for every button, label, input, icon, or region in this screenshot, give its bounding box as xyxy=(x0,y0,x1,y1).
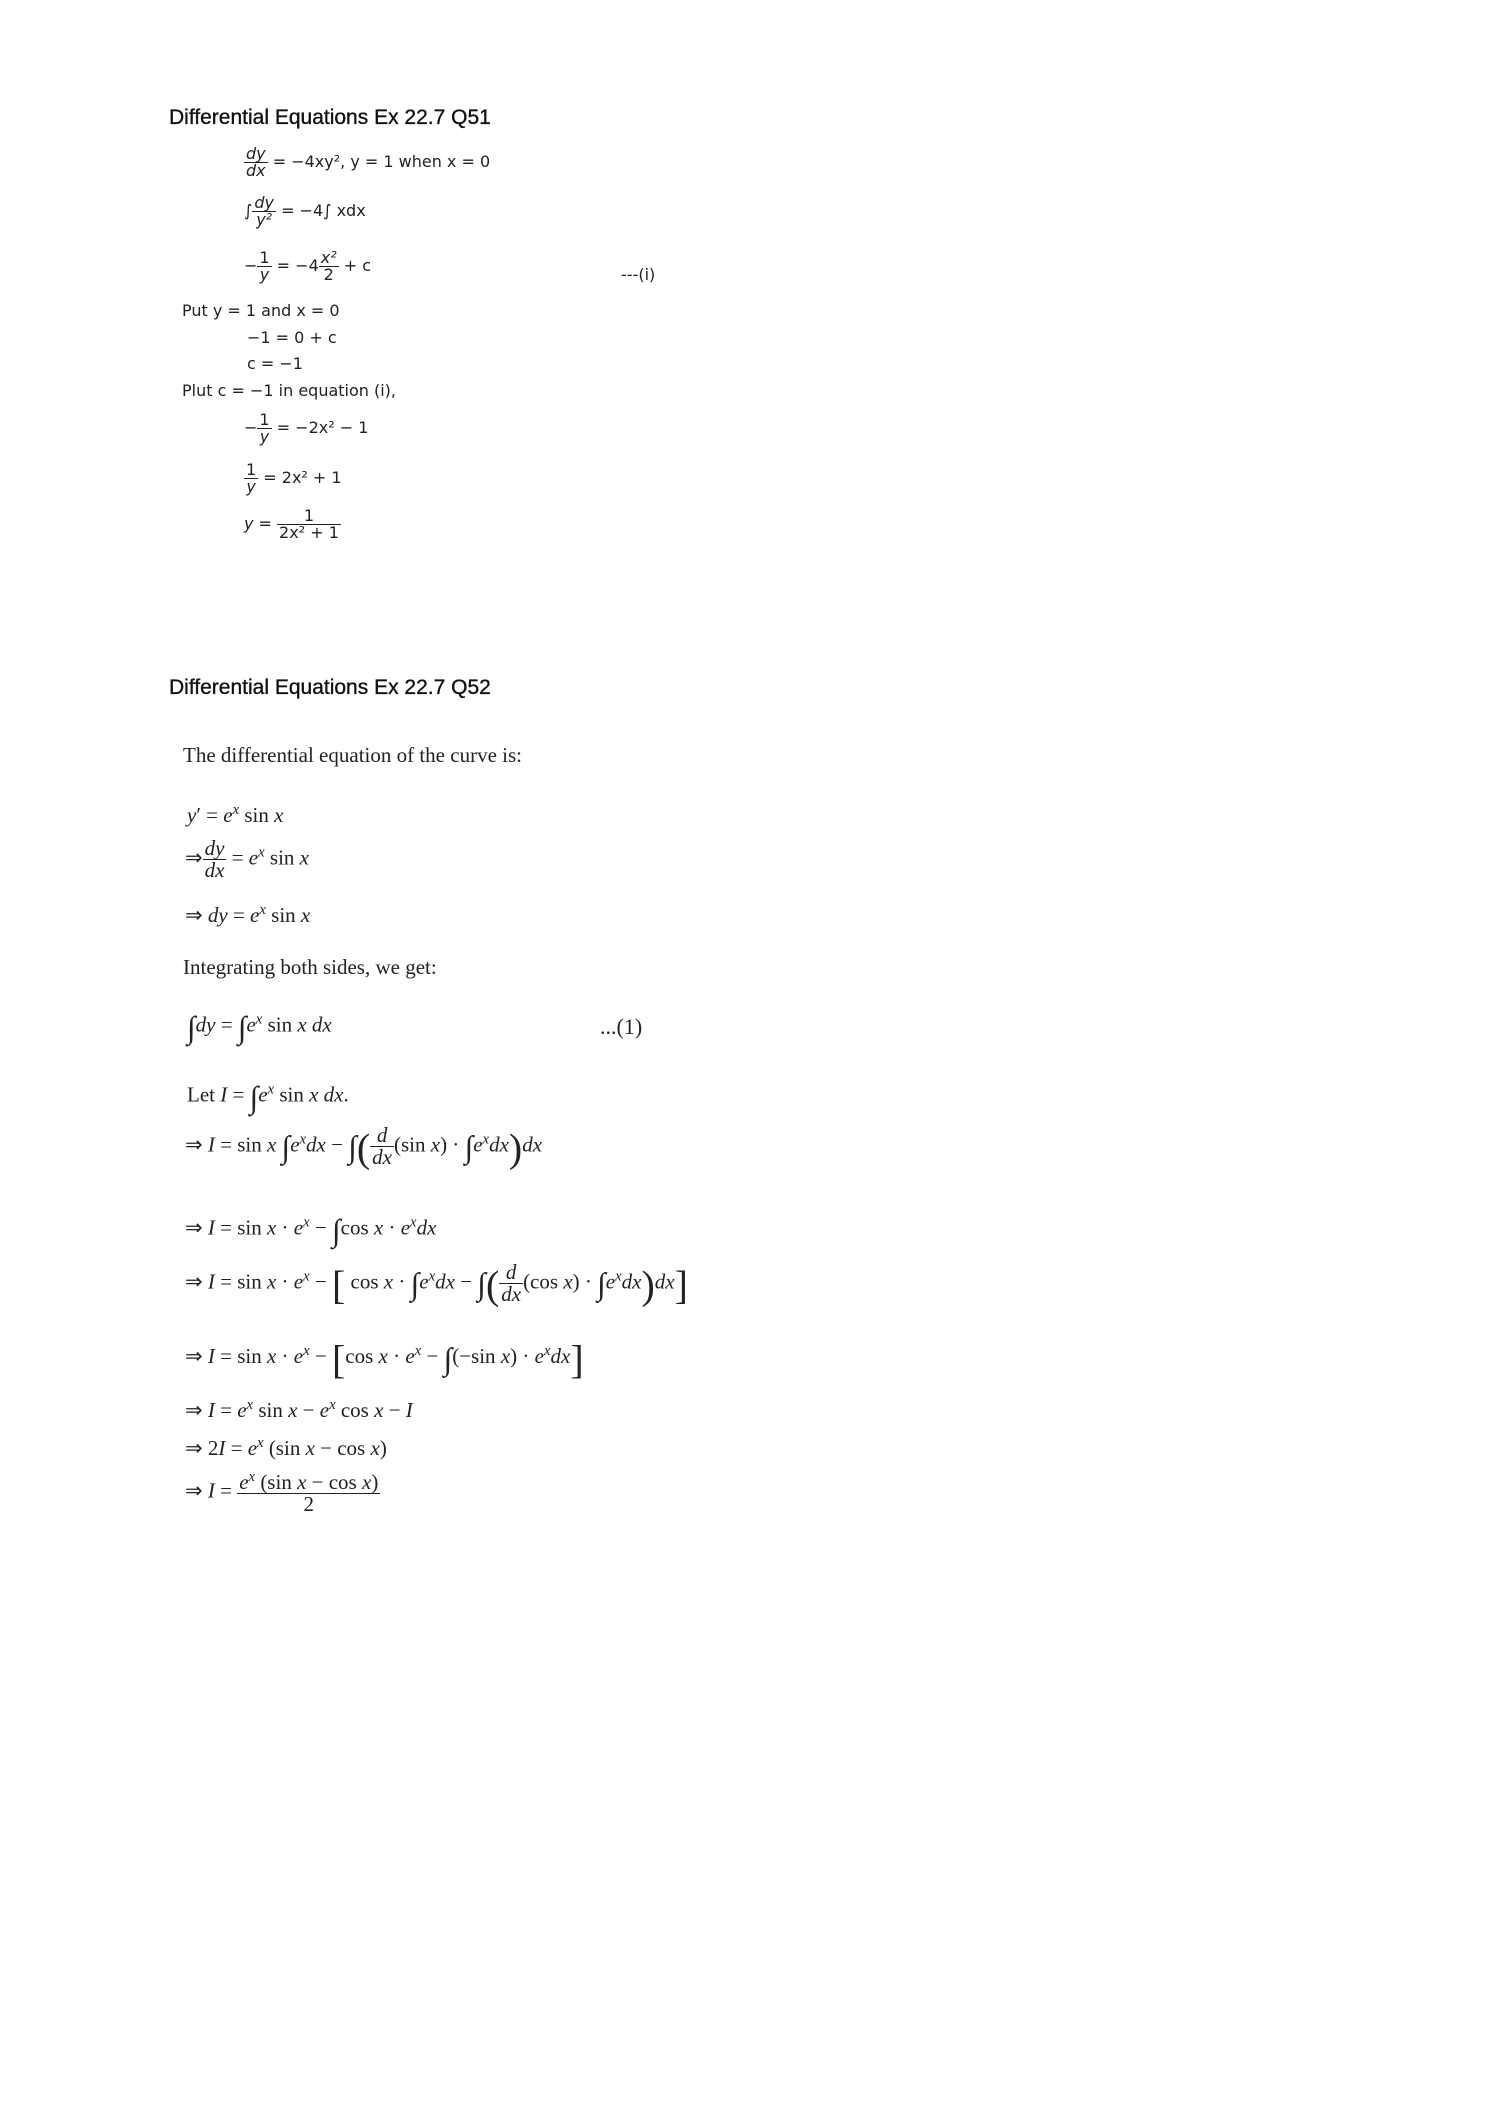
q51-heading: Differential Equations Ex 22.7 Q51 xyxy=(169,106,491,129)
q52-line5: Let $I = \int e^x$ sin x dx. xyxy=(187,1080,349,1115)
q51-eq5-rhs: = −2x² − 1 xyxy=(276,418,369,437)
q51-eq2: ∫ $\frac{dy}{\text{y²}}$ = −4∫ xdx xyxy=(244,193,366,229)
q51-eq1: $\frac{dy}{dx}$ = −4xy², y = 1 when x = 0 xyxy=(246,144,491,180)
q52-line11: ⇒ $2I = e^x$ (sin x − cos x) xyxy=(185,1435,387,1460)
q51-eq7-den: 2x² + 1 xyxy=(279,523,339,542)
q52-line6: ⇒ I = sin x $\int e^xdx$ − ∫( $\frac{d}{dx}$ (sin $x) \cdot \int e^xdx)dx$ xyxy=(185,1123,543,1171)
q52-line8: ⇒ $I = \sin x \cdot e^x$ − [ $\cos x \cdot \int e^xdx$ − ∫( $\frac{d}{dx}$ (cos $x) \cdot \int e^xdx)dx$] xyxy=(185,1260,688,1308)
q52-line2: ⇒ $\frac{dy}{dx}$ = $e^x$ sin x xyxy=(185,836,309,882)
q52-line4: $\int dy = \int e^x$ sin x dx xyxy=(187,1010,332,1045)
q52-heading: Differential Equations Ex 22.7 Q52 xyxy=(169,676,491,699)
q52-integrating: Integrating both sides, we get: xyxy=(183,955,437,979)
q52-line12: ⇒ I = $\frac{e^x (\sin x - \cos x)}{2}$ xyxy=(185,1469,379,1516)
q52-tag: ...(1) xyxy=(600,1014,643,1039)
q51-eq1-rhs: = −4xy², y = 1 when x = 0 xyxy=(272,152,491,171)
q52-intro: The differential equation of the curve is: xyxy=(183,743,522,767)
q51-step1: −1 = 0 + c xyxy=(247,328,337,347)
q52-line3: ⇒ dy = $e^x$ sin x xyxy=(185,902,311,927)
q51-eq6-rhs: = 2x² + 1 xyxy=(263,468,342,487)
q52-line1: $y' = e^x$ sin x xyxy=(187,802,284,827)
q52-line7: ⇒ $I = \sin x \cdot e^x - \int\cos$ $x \cdot e^xdx$ xyxy=(185,1213,437,1248)
q51-eq2-rhs: = −4∫ xdx xyxy=(281,201,366,220)
q51-put-line: Put y = 1 and x = 0 xyxy=(182,301,340,320)
q52-line9: ⇒ $I = \sin x \cdot e^x - [\cos$ $x \cdot e^x - \int(-\sin$ $x) \cdot e^xdx$] xyxy=(185,1337,584,1382)
q51-eq6: $\frac{1}{y}$ = 2x² + 1 xyxy=(246,460,342,496)
q51-eq3-tail: + c xyxy=(343,256,372,275)
q51-eq3: − $\frac{1}{y}$ = −4 $\frac{\text{x²}}{2}$ + c xyxy=(244,248,372,284)
q51-eq5: − $\frac{1}{y}$ = −2x² − 1 xyxy=(244,410,369,446)
q51-plut-line: Plut c = −1 in equation (i), xyxy=(182,381,397,400)
q52-line10: ⇒ $I = e^x$ $\sin x - e^x$ cos x − I xyxy=(185,1397,413,1422)
q51-eq7: y = $\frac{1}{\text{2x² + 1}}$ xyxy=(244,506,339,542)
q51-step2: c = −1 xyxy=(247,354,303,373)
q51-tag: ---(i) xyxy=(621,265,656,284)
